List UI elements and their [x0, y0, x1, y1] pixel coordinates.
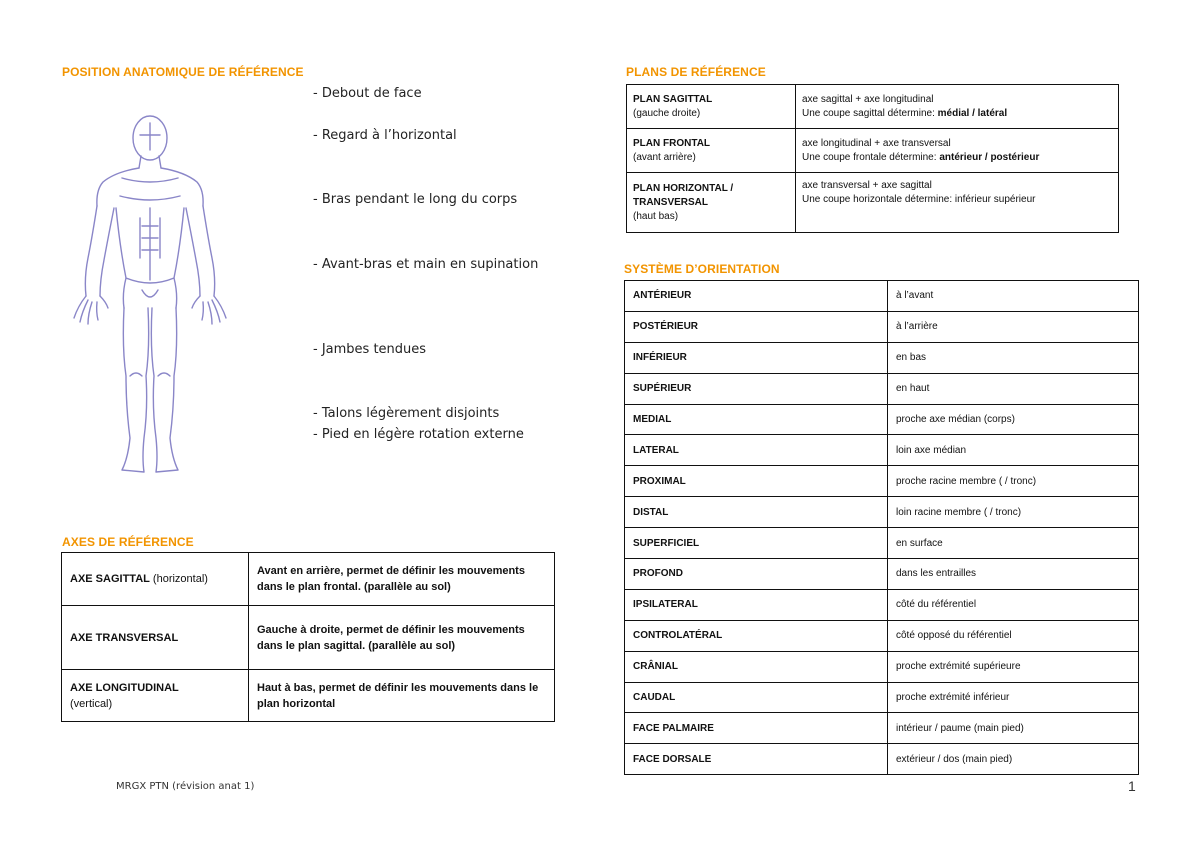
- page-number: 1: [1128, 778, 1136, 794]
- axis-name: AXE LONGITUDINAL: [70, 681, 179, 694]
- table-row: [625, 682, 1139, 713]
- plan-name: PLAN HORIZONTAL / TRANSVERSAL: [633, 182, 734, 208]
- orientation-term: POSTÉRIEUR: [625, 311, 888, 342]
- plan-desc-cell: [796, 173, 1119, 233]
- orientation-meaning: proche racine membre ( / tronc): [888, 466, 1139, 497]
- axis-name-cell: [62, 606, 249, 670]
- orientation-meaning: en surface: [888, 528, 1139, 559]
- table-row: [625, 281, 1139, 312]
- position-bullet: - Pied en légère rotation externe: [313, 427, 524, 442]
- table-row: [625, 744, 1139, 775]
- footer-text: MRGX PTN (révision anat 1): [116, 781, 255, 792]
- table-row: [625, 497, 1139, 528]
- position-bullet: - Bras pendant le long du corps: [313, 192, 518, 207]
- table-row: [625, 404, 1139, 435]
- plan-name-cell: [627, 129, 796, 173]
- axis-name: AXE SAGITTAL: [70, 573, 150, 585]
- orientation-term: SUPÉRIEUR: [625, 373, 888, 404]
- table-row: [62, 553, 555, 606]
- axis-note: (vertical): [70, 697, 113, 710]
- orientation-meaning: proche extrémité inférieur: [888, 682, 1139, 713]
- plan-name: PLAN FRONTAL: [633, 137, 711, 149]
- orientation-meaning: en haut: [888, 373, 1139, 404]
- orientation-table: [624, 280, 1139, 775]
- orientation-meaning: proche extrémité supérieure: [888, 651, 1139, 682]
- anatomical-figure: [70, 108, 235, 480]
- plan-axes: axe transversal + axe sagittal: [802, 180, 932, 191]
- orientation-meaning: intérieur / paume (main pied): [888, 713, 1139, 744]
- orientation-term: IPSILATERAL: [625, 589, 888, 620]
- table-row: [625, 589, 1139, 620]
- axis-name: AXE TRANSVERSAL: [70, 631, 179, 644]
- axes-table: [61, 552, 555, 722]
- table-row: [625, 713, 1139, 744]
- plan-desc-cell: [796, 85, 1119, 129]
- table-row: [627, 173, 1119, 233]
- orientation-meaning: dans les entrailles: [888, 559, 1139, 590]
- axis-note: (horizontal): [152, 573, 208, 585]
- table-row: [62, 670, 555, 722]
- orientation-term: FACE DORSALE: [625, 744, 888, 775]
- orientation-term: DISTAL: [625, 497, 888, 528]
- orientation-term: PROFOND: [625, 559, 888, 590]
- orientation-term: INFÉRIEUR: [625, 342, 888, 373]
- orientation-meaning: loin racine membre ( / tronc): [888, 497, 1139, 528]
- table-row: [625, 311, 1139, 342]
- axis-desc: Haut à bas, permet de définir les mouvements dans le plan horizontal: [249, 670, 555, 722]
- orientation-meaning: côté du référentiel: [888, 589, 1139, 620]
- plan-desc-cell: [796, 129, 1119, 173]
- position-heading: POSITION ANATOMIQUE DE RÉFÉRENCE: [62, 65, 304, 79]
- orientation-meaning: à l’arrière: [888, 311, 1139, 342]
- plan-note: (haut bas): [633, 210, 679, 222]
- plan-axes: axe longitudinal + axe transversal: [802, 137, 951, 149]
- table-row: [625, 528, 1139, 559]
- table-row: [627, 85, 1119, 129]
- orientation-term: PROXIMAL: [625, 466, 888, 497]
- plans-table: [626, 84, 1119, 233]
- plan-name-cell: [627, 85, 796, 129]
- plan-note: (avant arrière): [633, 151, 696, 163]
- orientation-term: ANTÉRIEUR: [625, 281, 888, 312]
- orientation-meaning: à l’avant: [888, 281, 1139, 312]
- orientation-term: MEDIAL: [625, 404, 888, 435]
- plan-cut-value: médial / latéral: [937, 107, 1008, 119]
- position-bullet: - Jambes tendues: [313, 342, 427, 357]
- table-row: [625, 466, 1139, 497]
- orientation-term: FACE PALMAIRE: [625, 713, 888, 744]
- plans-heading: PLANS DE RÉFÉRENCE: [626, 65, 766, 79]
- table-row: [625, 435, 1139, 466]
- axis-name-cell: [62, 670, 249, 722]
- orientation-heading: SYSTÈME D’ORIENTATION: [624, 262, 780, 276]
- table-row: [625, 559, 1139, 590]
- position-bullet: - Debout de face: [313, 86, 422, 101]
- plan-note: (gauche droite): [633, 107, 701, 119]
- orientation-meaning: en bas: [888, 342, 1139, 373]
- axis-name-cell: [62, 553, 249, 606]
- plan-axes: axe sagittal + axe longitudinal: [802, 93, 934, 105]
- plan-name: PLAN SAGITTAL: [633, 93, 713, 105]
- plan-cut-value: antérieur / postérieur: [939, 151, 1040, 163]
- plan-name-cell: [627, 173, 796, 233]
- axis-desc: Avant en arrière, permet de définir les mouvements dans le plan frontal. (parallèle au sol): [249, 553, 555, 606]
- table-row: [627, 129, 1119, 173]
- orientation-term: CONTROLATÉRAL: [625, 620, 888, 651]
- position-bullet: - Regard à l’horizontal: [313, 128, 457, 143]
- orientation-meaning: proche axe médian (corps): [888, 404, 1139, 435]
- table-row: [625, 373, 1139, 404]
- plan-cut-value: inférieur supérieur: [954, 194, 1036, 205]
- table-row: [625, 620, 1139, 651]
- orientation-term: CRÂNIAL: [625, 651, 888, 682]
- axis-desc: Gauche à droite, permet de définir les mouvements dans le plan sagittal. (parallèle au sol): [249, 606, 555, 670]
- orientation-meaning: côté opposé du référentiel: [888, 620, 1139, 651]
- position-bullet: - Avant-bras et main en supination: [313, 257, 539, 272]
- plan-cut-prefix: Une coupe sagittal détermine:: [802, 107, 938, 119]
- orientation-term: SUPERFICIEL: [625, 528, 888, 559]
- plan-cut-prefix: Une coupe frontale détermine:: [802, 151, 940, 163]
- table-row: [62, 606, 555, 670]
- orientation-term: CAUDAL: [625, 682, 888, 713]
- orientation-meaning: loin axe médian: [888, 435, 1139, 466]
- table-row: [625, 651, 1139, 682]
- position-bullet: - Talons légèrement disjoints: [313, 406, 500, 421]
- orientation-term: LATERAL: [625, 435, 888, 466]
- table-row: [625, 342, 1139, 373]
- plan-cut-prefix: Une coupe horizontale détermine:: [802, 194, 955, 205]
- orientation-meaning: extérieur / dos (main pied): [888, 744, 1139, 775]
- axes-heading: AXES DE RÉFÉRENCE: [62, 535, 194, 549]
